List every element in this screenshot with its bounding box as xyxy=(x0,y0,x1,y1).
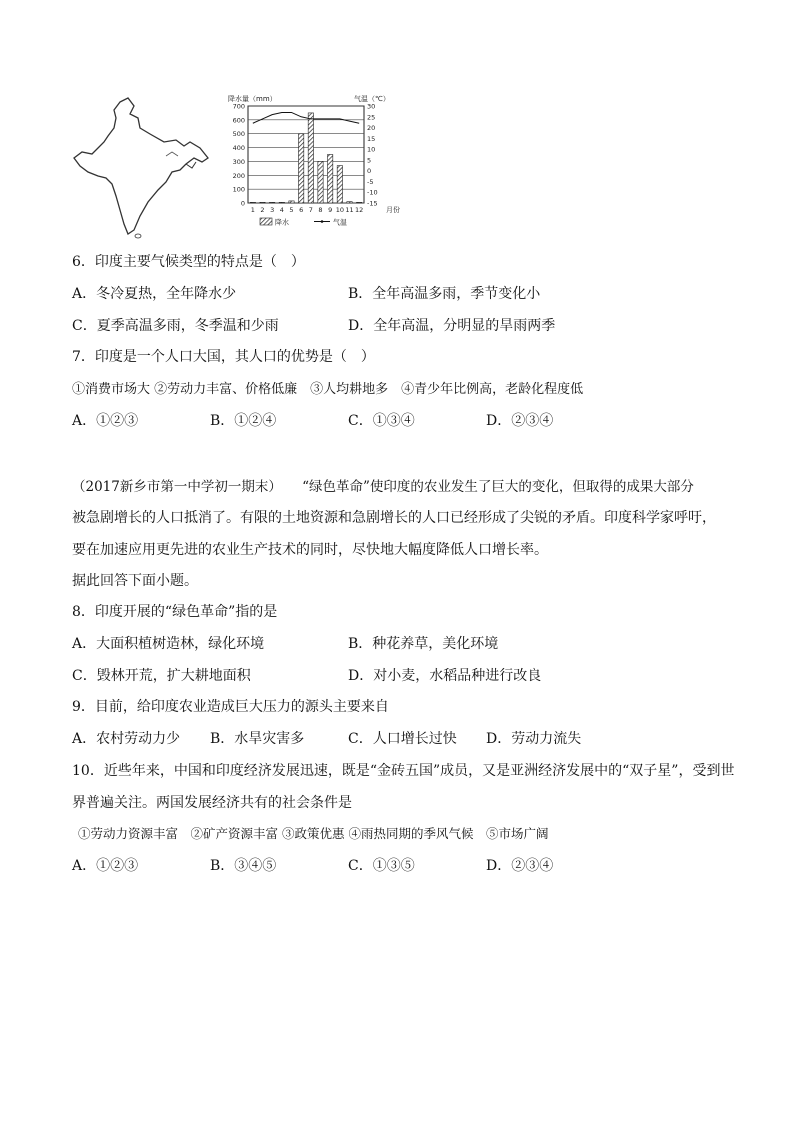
temp-tick-label: 5 xyxy=(367,156,372,165)
passage-line-3: 要在加速应用更先进的农业生产技术的同时，尽快地大幅度降低人口增长率。 xyxy=(72,542,548,558)
precip-tick-label: 100 xyxy=(232,185,245,194)
precip-tick-label: 0 xyxy=(240,199,245,208)
q9-option-d[interactable]: D．劳动力流失 xyxy=(486,731,582,747)
passage-line-4: 据此回答下面小题。 xyxy=(72,573,198,589)
temp-tick-label: 0 xyxy=(367,167,372,176)
precip-bar xyxy=(299,134,304,203)
q7-items: ①消费市场大 ②劳动力丰富、价格低廉 ③人均耕地多 ④青少年比例高，老龄化程度低 xyxy=(72,382,584,397)
temp-tick-label: 15 xyxy=(367,134,376,143)
precip-tick-label: 500 xyxy=(232,130,245,139)
precip-bar xyxy=(270,202,275,203)
precip-bar xyxy=(337,166,342,203)
q9-option-a[interactable]: A．农村劳动力少 xyxy=(72,731,181,747)
precip-bar xyxy=(328,155,333,204)
month-tick-label: 8 xyxy=(318,206,323,214)
q10-option-d[interactable]: D．②③④ xyxy=(486,858,554,874)
month-tick-label: 11 xyxy=(345,206,354,214)
precip-tick-label: 300 xyxy=(232,157,245,166)
month-unit-label: 月份 xyxy=(386,206,400,214)
passage-line-1: （2017新乡市第一中学初一期末） “绿色革命”使印度的农业发生了巨大的变化，但取得的成果大部分 xyxy=(72,479,694,495)
india-outline xyxy=(74,98,208,234)
month-tick-label: 9 xyxy=(328,206,333,214)
q6-option-a[interactable]: A．冬冷夏热，全年降水少 xyxy=(72,286,237,302)
q8-option-c[interactable]: C．毁林开荒，扩大耕地面积 xyxy=(72,668,251,684)
month-tick-label: 3 xyxy=(270,206,275,214)
precip-tick-label: 400 xyxy=(232,144,245,153)
temperature-line xyxy=(253,112,359,123)
precip-tick-label: 600 xyxy=(232,116,245,125)
q7-option-a[interactable]: A．①②③ xyxy=(72,413,139,429)
legend-precip-swatch xyxy=(260,218,272,225)
legend-temp-marker xyxy=(321,220,324,223)
legend-temp-label: 气温 xyxy=(333,218,347,227)
q7-option-c[interactable]: C．①③④ xyxy=(348,413,415,429)
temp-tick-label: -15 xyxy=(367,199,378,208)
q8-stem: 8．印度开展的“绿色革命”指的是 xyxy=(72,604,278,620)
q9-option-b[interactable]: B．水旱灾害多 xyxy=(210,731,305,747)
month-tick-label: 5 xyxy=(289,206,294,214)
temp-tick-label: -5 xyxy=(367,177,374,186)
q8-option-a[interactable]: A．大面积植树造林，绿化环境 xyxy=(72,636,265,652)
q10-option-b[interactable]: B．③④⑤ xyxy=(210,858,277,874)
q6-option-b[interactable]: B．全年高温多雨，季节变化小 xyxy=(348,286,541,302)
month-tick-label: 12 xyxy=(355,206,364,214)
q7-stem: 7．印度是一个人口大国，其人口的优势是（ ） xyxy=(72,349,375,365)
precip-bar xyxy=(347,202,352,203)
precip-bar xyxy=(318,161,323,203)
q10-stem-line-1: 10．近些年来，中国和印度经济发展迅速，既是“金砖五国”成员，又是亚洲经济发展中的“双子星”，受到世 xyxy=(72,763,735,779)
passage-line-2: 被急剧增长的人口抵消了。有限的土地资源和急剧增长的人口已经形成了尖锐的矛盾。印度科学家呼吁， xyxy=(72,510,716,526)
temp-tick-label: -10 xyxy=(367,188,378,197)
q10-stem-line-2: 界普遍关注。两国发展经济共有的社会条件是 xyxy=(72,795,352,811)
india-map xyxy=(68,92,218,242)
month-tick-label: 7 xyxy=(308,206,313,214)
precip-tick-label: 200 xyxy=(232,171,245,180)
q9-stem: 9．目前，给印度农业造成巨大压力的源头主要来自 xyxy=(72,699,389,715)
temp-tick-label: 20 xyxy=(367,124,376,133)
q7-option-d[interactable]: D．②③④ xyxy=(486,413,554,429)
month-tick-label: 1 xyxy=(250,206,255,214)
q10-items: ①劳动力资源丰富 ②矿产资源丰富 ③政策优惠 ④雨热同期的季风气候 ⑤市场广阔 xyxy=(78,826,549,841)
q10-option-c[interactable]: C．①③⑤ xyxy=(348,858,415,874)
temp-axis-label: 气温（℃） xyxy=(354,95,390,103)
month-tick-label: 4 xyxy=(279,206,284,214)
legend-precip-label: 降水 xyxy=(275,218,289,227)
q7-option-b[interactable]: B．①②④ xyxy=(210,413,277,429)
precip-bar xyxy=(289,201,294,203)
precip-bar xyxy=(308,113,313,203)
q6-stem: 6．印度主要气候类型的特点是（ ） xyxy=(72,254,305,270)
month-tick-label: 10 xyxy=(335,206,344,214)
precip-bar xyxy=(250,202,255,203)
q10-option-a[interactable]: A．①②③ xyxy=(72,858,139,874)
q6-option-c[interactable]: C．夏季高温多雨，冬季温和少雨 xyxy=(72,318,279,334)
month-tick-label: 2 xyxy=(260,206,265,214)
precip-axis-label: 降水量（mm） xyxy=(228,95,277,103)
temp-tick-label: 10 xyxy=(367,145,376,154)
precip-bar xyxy=(357,202,362,203)
temp-tick-label: 25 xyxy=(367,113,376,122)
month-tick-label: 6 xyxy=(299,206,304,214)
temp-tick-label: 30 xyxy=(367,102,376,111)
precip-tick-label: 700 xyxy=(232,102,245,111)
precip-bar xyxy=(279,202,284,203)
climate-chart xyxy=(222,92,412,230)
precip-bar xyxy=(260,202,265,203)
q6-option-d[interactable]: D．全年高温，分明显的旱雨两季 xyxy=(348,318,556,334)
q9-option-c[interactable]: C．人口增长过快 xyxy=(348,731,457,747)
q8-option-b[interactable]: B．种花养草，美化环境 xyxy=(348,636,499,652)
q8-option-d[interactable]: D．对小麦，水稻品种进行改良 xyxy=(348,668,542,684)
